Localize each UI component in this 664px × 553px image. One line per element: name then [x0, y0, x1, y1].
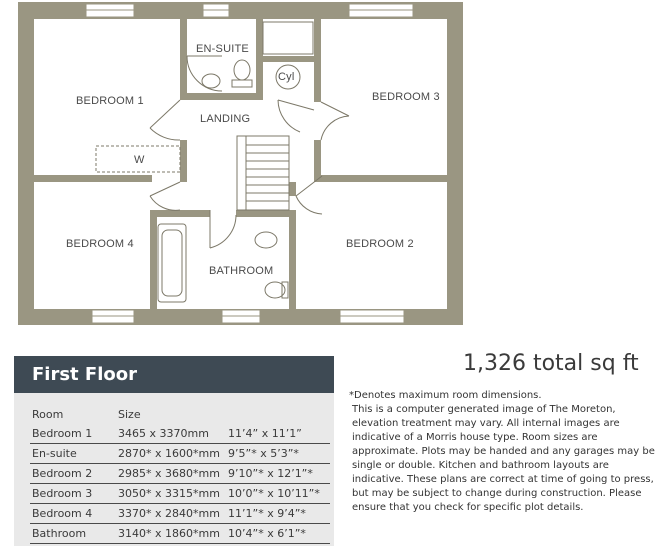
- toilet-cistern: [232, 80, 252, 87]
- wall-bedroom3-west: [314, 19, 321, 102]
- label-bedroom2: BEDROOM 2: [346, 238, 414, 250]
- row-size-mm: 2985* x 3680*mm: [118, 467, 220, 480]
- row-room: Bedroom 2: [32, 467, 93, 480]
- header-room: Room: [32, 408, 64, 421]
- wall-bathroom-west: [150, 217, 157, 309]
- wall-stair-east: [289, 182, 296, 196]
- row-size-ft: 11’1”* x 9’4”*: [228, 507, 306, 520]
- row-size-mm: 2870* x 1600*mm: [118, 447, 220, 460]
- table-row: [30, 464, 330, 484]
- wall-ensuite-south: [180, 93, 260, 100]
- row-size-ft: 10’4”* x 6’1”*: [228, 527, 306, 540]
- total-area: 1,326 total sq ft: [463, 351, 639, 376]
- label-bedroom3: BEDROOM 3: [372, 91, 440, 103]
- dimensions-header-row: [30, 405, 330, 424]
- label-landing: LANDING: [200, 113, 251, 125]
- table-row: [30, 424, 330, 444]
- wall-landing-west: [180, 140, 187, 182]
- notes-body: This is a computer generated image of The Moreton, elevation treatment may vary. All internal images are indicative of a Morris house type. Room sizes are approximate. Plots may be handed and any garages may be single or double. Kitchen and bathroom layouts are indicative. These plans are correct at time of going to press, but may be subject to change during construction. Please ensure that you check for specific plot details.: [352, 404, 655, 513]
- door-cylinder: [278, 100, 314, 132]
- ensuite-toilet: [234, 60, 250, 80]
- wall-bedroom1-south: [34, 175, 152, 182]
- row-size-mm: 3050* x 3315*mm: [118, 487, 220, 500]
- disclaimer-notes: [349, 389, 661, 515]
- wall-bedroom3-west-lower: [314, 140, 321, 182]
- table-row: [30, 504, 330, 524]
- label-ensuite: EN-SUITE: [196, 43, 249, 55]
- row-size-mm: 3140* x 1860*mm: [118, 527, 220, 540]
- dimensions-table: [30, 405, 330, 544]
- ensuite-basin: [202, 74, 220, 88]
- table-row: [30, 524, 330, 544]
- row-size-ft: 9’10”* x 12’1”*: [228, 467, 313, 480]
- door-bedroom1: [150, 100, 180, 140]
- row-room: Bathroom: [32, 527, 87, 540]
- wall-cylinder-top: [256, 56, 320, 62]
- bathroom-basin: [255, 232, 277, 248]
- label-cylinder: Cyl: [278, 71, 295, 83]
- wall-bedroom2-west: [289, 217, 296, 309]
- label-wardrobe: W: [134, 154, 145, 166]
- row-size-ft: 10’0”* x 10’11”*: [228, 487, 320, 500]
- label-bathroom: BATHROOM: [209, 265, 274, 277]
- row-room: Bedroom 3: [32, 487, 93, 500]
- table-row: [30, 484, 330, 504]
- row-size-ft: 9’5”* x 5’3”*: [228, 447, 299, 460]
- staircase: [237, 136, 289, 210]
- row-room: Bedroom 1: [32, 427, 93, 440]
- door-bedroom4: [150, 182, 180, 210]
- notes-asterisk-line: *Denotes maximum room dimensions.: [349, 390, 542, 401]
- wall-bedroom4-north: [150, 210, 210, 217]
- door-bathroom: [210, 210, 236, 248]
- row-room: En-suite: [32, 447, 77, 460]
- room-dimensions-panel: [14, 356, 334, 546]
- row-size-mm: 3370* x 2840*mm: [118, 507, 220, 520]
- label-bedroom4: BEDROOM 4: [66, 238, 134, 250]
- table-row: [30, 444, 330, 464]
- label-bedroom1: BEDROOM 1: [76, 95, 144, 107]
- wall-stair-south: [236, 210, 296, 217]
- wall-bedroom3-south: [321, 175, 447, 182]
- row-room: Bedroom 4: [32, 507, 93, 520]
- floor-title: First Floor: [14, 356, 334, 393]
- row-size-mm: 3465 x 3370mm: [118, 427, 209, 440]
- row-size-ft: 11’4” x 11’1”: [228, 427, 302, 440]
- door-bedroom3: [321, 102, 349, 140]
- wall-bedroom1-ensuite: [180, 19, 187, 99]
- header-size: Size: [118, 408, 141, 421]
